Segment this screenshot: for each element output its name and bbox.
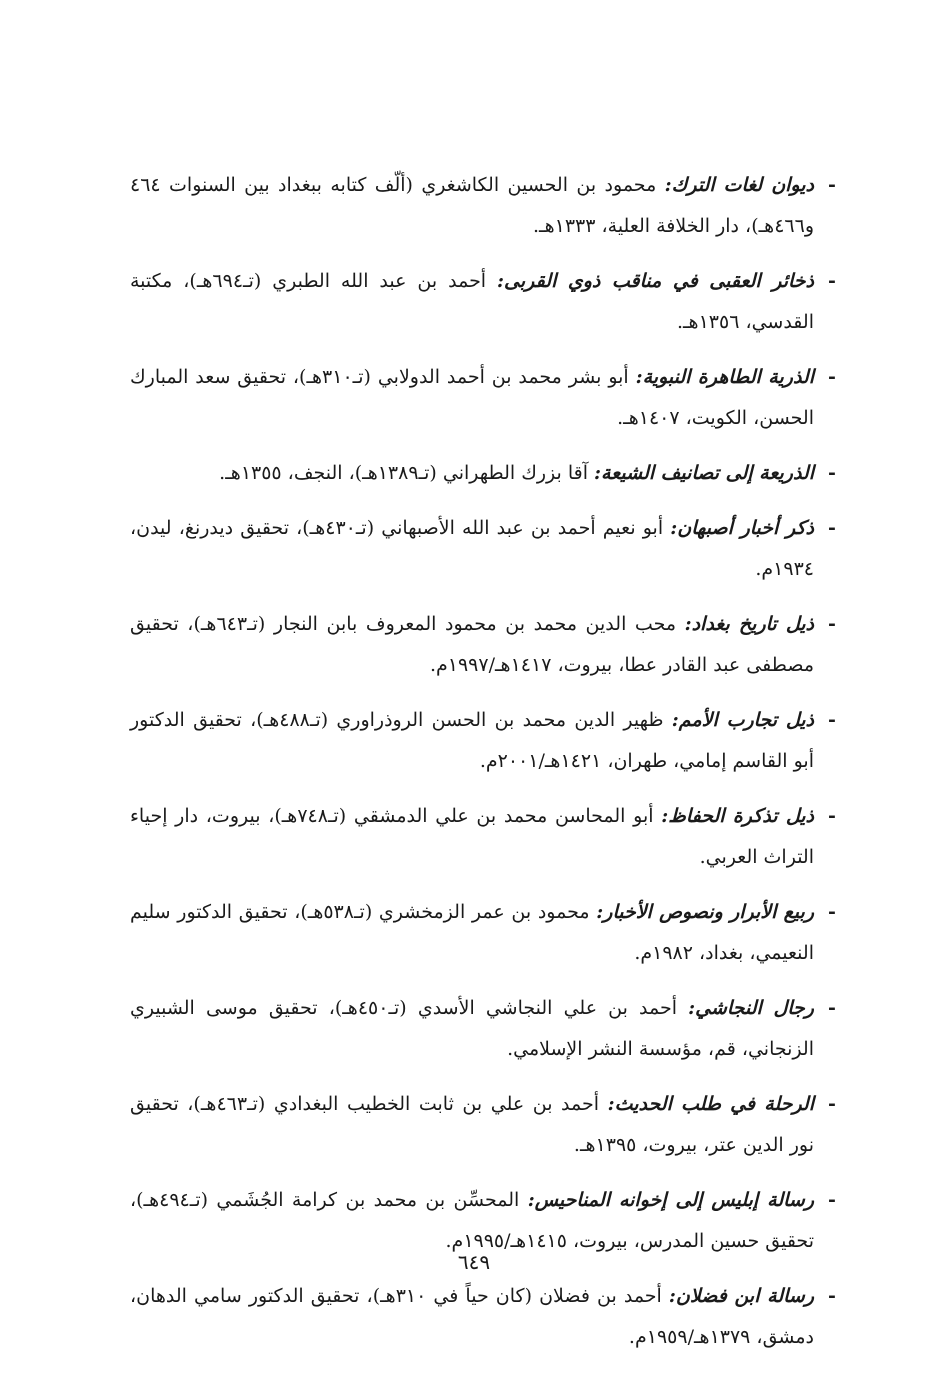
bibliography-entry [130,892,842,974]
bullet-dash: - [828,462,836,484]
bibliography-entry [130,604,842,686]
entry-title: الذرية الطاهرة النبوية: [635,366,814,388]
page-number: ٦٤٩ [457,1250,491,1274]
bullet-dash: - [828,517,836,539]
bullet-dash: - [828,174,836,196]
entry-title: رسالة إبليس إلى إخوانه المناحيس: [527,1189,815,1211]
entry-text: أبو المحاسن محمد بن علي الدمشقي (تـ٧٤٨هـ)، بيروت، دار إحياء التراث العربي. [130,805,814,868]
bullet-dash: - [828,1189,836,1211]
bullet-dash: - [828,997,836,1019]
entry-title: رجال النجاشي: [688,997,814,1019]
bibliography-entry [130,700,842,782]
bibliography-entry [130,261,842,343]
bullet-dash: - [828,613,836,635]
entry-text: المحسِّن بن محمد بن كرامة الجُشَمي (تـ٤٩٤هـ)، تحقيق حسين المدرس، بيروت، ١٤١٥هـ/١٩٩٥م. [130,1189,814,1252]
entry-text: محب الدين محمد بن محمود المعروف بابن النجار (تـ٦٤٣هـ)، تحقيق مصطفى عبد القادر عطا، بيروت، ١٤١٧هـ/١٩٩٧م. [130,613,814,676]
bullet-dash: - [828,709,836,731]
entry-text: أبو نعيم أحمد بن عبد الله الأصبهاني (تـ٤٣٠هـ)، تحقيق ديدرنغ، ليدن، ١٩٣٤م. [130,517,814,580]
bibliography-entry [130,357,842,439]
entry-text: أحمد بن فضلان (كان حياً في ٣١٠هـ)، تحقيق الدكتور سامي الدهان، دمشق، ١٣٧٩هـ/١٩٥٩م. [130,1285,814,1348]
entry-text: أبو بشر محمد بن أحمد الدولابي (تـ٣١٠هـ)، تحقيق سعد المبارك الحسن، الكويت، ١٤٠٧هـ. [130,366,814,429]
entry-title: ذيل تجارب الأمم: [671,709,814,731]
entry-text: أحمد بن علي بن ثابت الخطيب البغدادي (تـ٤٦٣هـ)، تحقيق نور الدين عتر، بيروت، ١٣٩٥هـ. [130,1093,814,1156]
bullet-dash: - [828,901,836,923]
entry-text: ظهير الدين محمد بن الحسن الروذراوري (تـ٤٨٨هـ)، تحقيق الدكتور أبو القاسم إمامي، طهران، ١٤٢١هـ/٢٠٠١م. [130,709,814,772]
bullet-dash: - [828,1093,836,1115]
bullet-dash: - [828,366,836,388]
bibliography-list [130,165,842,1372]
bibliography-entry [130,796,842,878]
entry-text: أحمد بن علي النجاشي الأسدي (تـ٤٥٠هـ)، تحقيق موسى الشبيري الزنجاني، قم، مؤسسة النشر الإسلامي. [130,997,814,1060]
entry-title: ذخائر العقبى في مناقب ذوي القربى: [497,270,814,292]
entry-title: رسالة ابن فضلان: [668,1285,815,1307]
entry-text: أحمد بن عبد الله الطبري (تـ٦٩٤هـ)، مكتبة القدسي، ١٣٥٦هـ. [130,270,814,333]
bullet-dash: - [828,270,836,292]
entry-title: ذيل تاريخ بغداد: [684,613,814,635]
entry-title: الذريعة إلى تصانيف الشيعة: [594,462,814,484]
entry-title: ذكر أخبار أصبهان: [670,517,814,539]
bullet-dash: - [828,1285,836,1307]
entry-text: محمود بن الحسين الكاشغري (ألّف كتابه ببغداد بين السنوات ٤٦٤ و٤٦٦هـ)، دار الخلافة العلية، ١٣٣٣هـ. [130,174,814,237]
bibliography-entry [130,988,842,1070]
bibliography-entry [130,1276,842,1358]
entry-title: الرحلة في طلب الحديث: [607,1093,815,1115]
entry-text: آقا بزرك الطهراني (تـ١٣٨٩هـ)، النجف، ١٣٥٥هـ. [219,462,595,484]
entry-title: ذيل تذكرة الحفاظ: [661,805,814,827]
bibliography-entry [130,508,842,590]
bibliography-entry [130,165,842,247]
entry-title: ربيع الأبرار ونصوص الأخبار: [596,901,814,923]
entry-text: محمود بن عمر الزمخشري (تـ٥٣٨هـ)، تحقيق الدكتور سليم النعيمي، بغداد، ١٩٨٢م. [130,901,814,964]
bibliography-entry [130,453,842,494]
entry-title: ديوان لغات الترك: [664,174,814,196]
bullet-dash: - [828,805,836,827]
bibliography-entry [130,1084,842,1166]
